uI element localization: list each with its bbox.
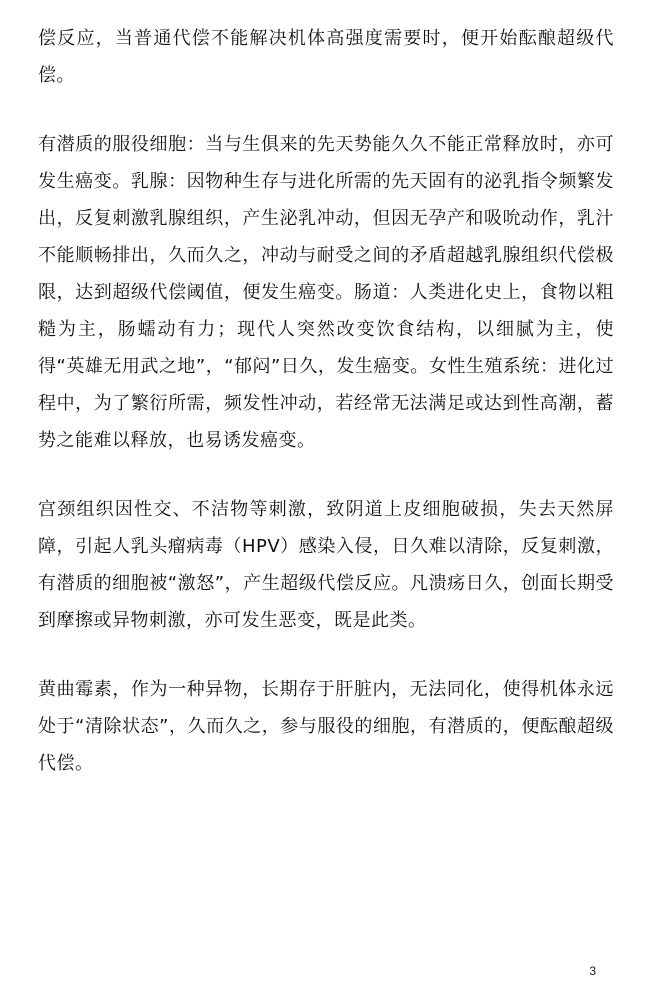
- paragraph-spacer: [38, 459, 614, 491]
- paragraph-1: 偿反应，当普通代偿不能解决机体高强度需要时，便开始酝酿超级代偿。: [38, 28, 614, 86]
- paragraph-2: 有潜质的服役细胞：当与生俱来的先天势能久久不能正常释放时，亦可发生癌变。乳腺：因物种生存与进化所需的先天固有的泌乳指令频繁发出，反复刺激乳腺组织，产生泌乳冲动，但因无孕产和吸吮动作，乳汁不能顺畅排出，久而久之，冲动与耐受之间的矛盾超越乳腺组织代偿极限，达到超级代偿阈值，便发生癌变。肠道：人类进化史上，食物以粗糙为主，肠蠕动有力；现代人突然改变饮食结构，以细腻为主，使得“英雄无用武之地”，“郁闷”日久，发生癌变。女性生殖系统：进化过程中，为了繁衍所需，频发性冲动，若经常无法满足或达到性高潮，蓄势之能难以释放，也易诱发癌变。: [38, 134, 614, 451]
- paragraph-3: 宫颈组织因性交、不洁物等刺激，致阴道上皮细胞破损，失去天然屏障，引起人乳头瘤病毒（HPV）感染入侵，日久难以清除，反复刺激，有潜质的细胞被“激怒”，产生超级代偿反应。凡溃疡日久，创面长期受到摩擦或异物刺激，亦可发生恶变，既是此类。: [38, 499, 614, 631]
- paragraph-spacer: [38, 94, 614, 126]
- paragraph-spacer: [38, 639, 614, 671]
- page-number: 3: [589, 964, 596, 978]
- paragraph-4: 黄曲霉素，作为一种异物，长期存于肝脏内，无法同化，使得机体永远处于“清除状态”，久而久之，参与服役的细胞，有潜质的，便酝酿超级代偿。: [38, 679, 614, 774]
